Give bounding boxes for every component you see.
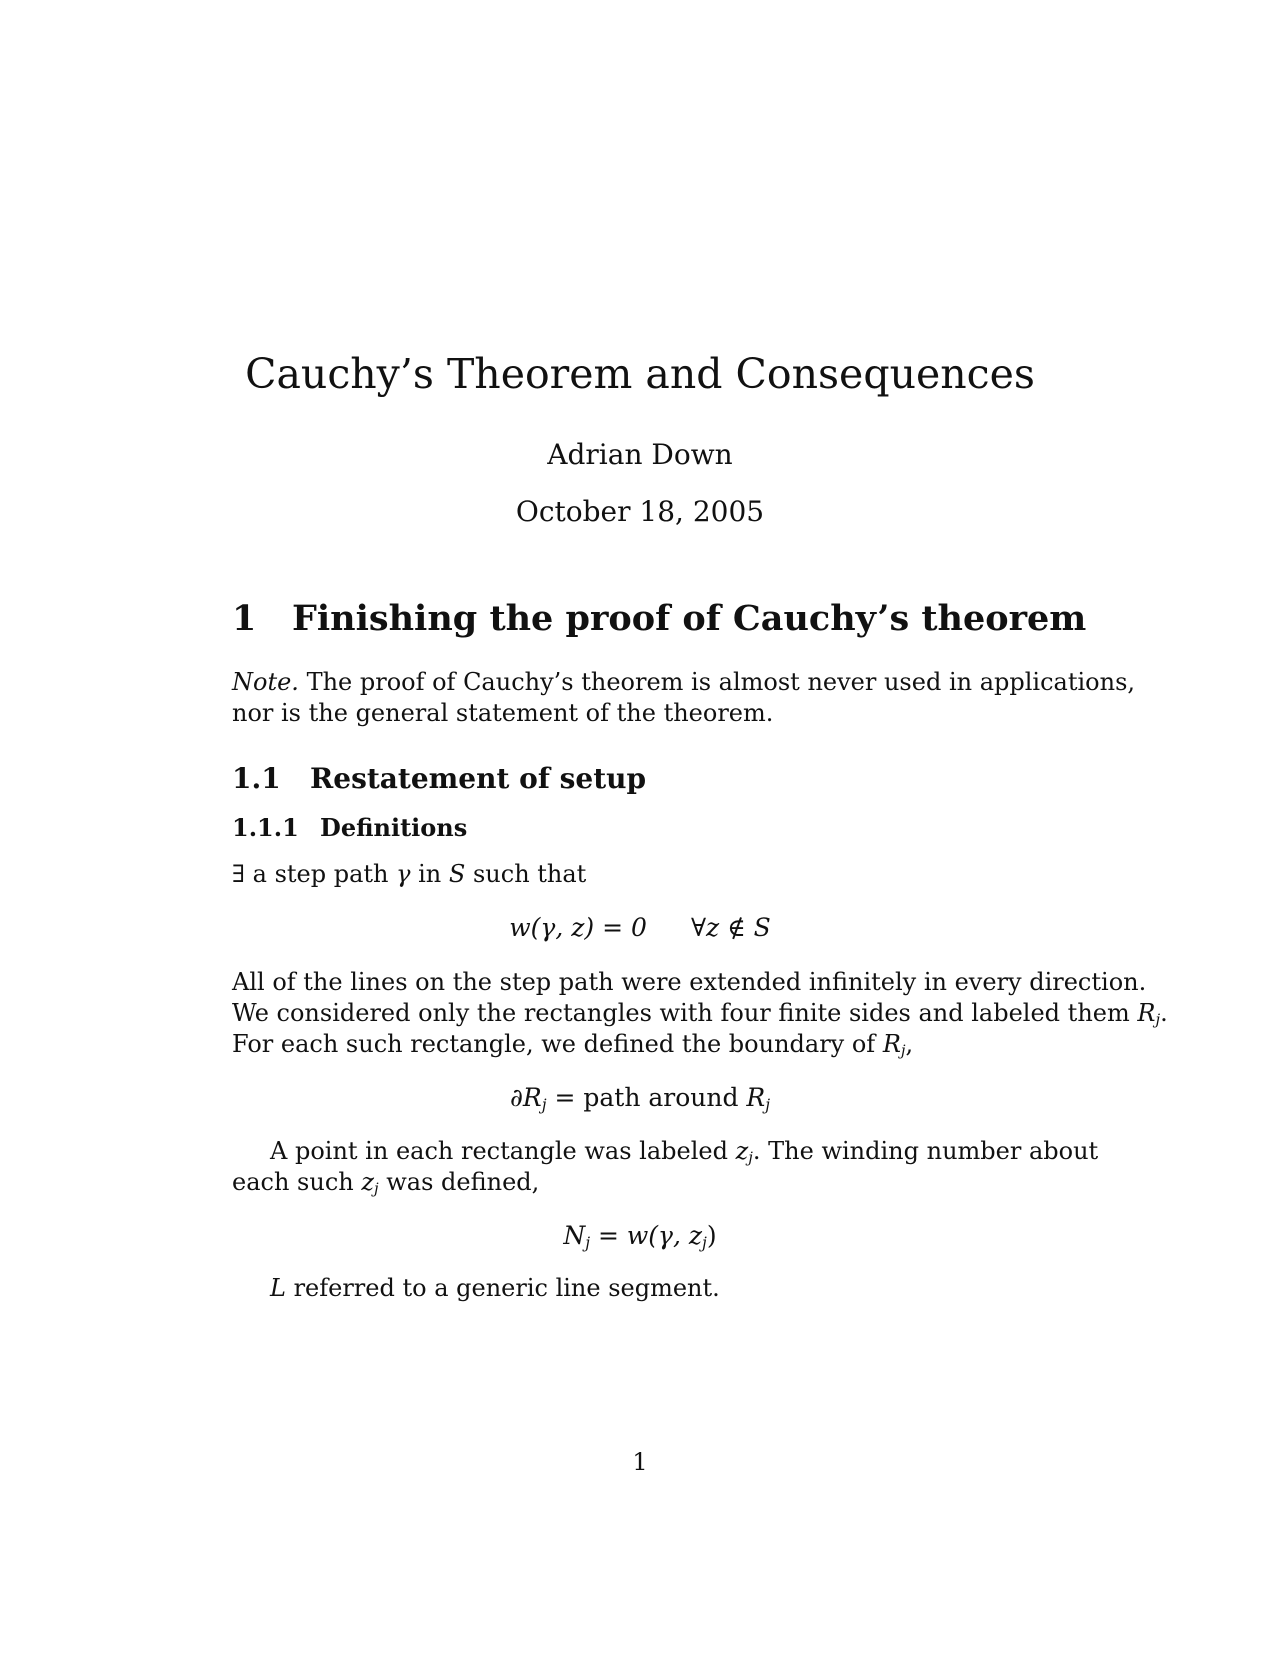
paper-title: Cauchy’s Theorem and Consequences	[245, 350, 1035, 398]
section-title: Finishing the proof of Cauchy’s theorem	[292, 598, 1087, 639]
subsection-number: 1.1	[232, 762, 281, 795]
p2-line-3-end: ,	[905, 1030, 914, 1058]
eq3-rest: = w(γ, z	[590, 1221, 703, 1250]
p2-line-2-end: .	[1160, 999, 1168, 1027]
subsubsection-title: Definitions	[320, 813, 468, 842]
eq3-z-subscript: j	[702, 1233, 707, 1252]
p2-r-subscript: j	[1155, 1010, 1161, 1029]
subsubsection-number: 1.1.1	[232, 813, 299, 842]
eq1-lhs: w(γ, z) = 0	[509, 913, 647, 942]
p3-z-2-subscript: j	[374, 1179, 379, 1198]
p1-text-3: such that	[465, 860, 587, 888]
paragraph-line-segment	[232, 1273, 1085, 1304]
p4-l: L	[270, 1274, 286, 1302]
subsection-heading	[232, 762, 646, 795]
p3-z-subscript: j	[748, 1148, 753, 1167]
section-heading	[232, 598, 1086, 639]
paragraph-winding-number	[232, 1136, 1099, 1198]
p1-text-1: ∃ a step path	[232, 860, 397, 888]
equation-boundary	[0, 1083, 1280, 1112]
subsection-title: Restatement of setup	[310, 762, 647, 795]
subsubsection-heading	[232, 813, 467, 842]
eq2-equals: =	[546, 1083, 584, 1112]
note-line-2: nor is the general statement of the theorem.	[232, 699, 774, 727]
paragraph-rectangles	[232, 967, 1168, 1060]
author-name: Adrian Down	[547, 438, 733, 471]
p3-line-2-end: was defined,	[378, 1168, 540, 1196]
p2-line-1: All of the lines on the step path were extended infinitely in every direction.	[232, 968, 1147, 996]
p4-text: referred to a generic line segment.	[285, 1274, 720, 1302]
equation-winding-zero	[0, 913, 1280, 942]
note-label: Note.	[232, 668, 299, 696]
eq1-rhs: ∀z ∉ S	[690, 913, 771, 942]
eq2-r: R	[746, 1083, 766, 1112]
p1-set-s: S	[448, 860, 466, 888]
p2-line-3: For each such rectangle, we defined the boundary of	[232, 1030, 883, 1058]
eq2-rhs-subscript: j	[765, 1095, 771, 1114]
p3-z-2: z	[361, 1168, 374, 1196]
p2-r-2-subscript: j	[900, 1041, 906, 1060]
p3-line-1: A point in each rectangle was labeled	[270, 1137, 736, 1165]
note-line-1: The proof of Cauchy’s theorem is almost never used in applications,	[298, 668, 1136, 696]
eq2-lhs-subscript: j	[541, 1095, 547, 1114]
p2-line-2: We considered only the rectangles with four finite sides and labeled them	[232, 999, 1138, 1027]
eq3-n: N	[563, 1221, 586, 1250]
p3-z: z	[735, 1137, 749, 1165]
eq3-close: )	[706, 1221, 717, 1250]
p2-r: R	[1137, 999, 1156, 1027]
p3-line-1-end: . The winding number about	[752, 1137, 1099, 1165]
p2-r-2: R	[882, 1030, 901, 1058]
paragraph-step-path	[232, 859, 1047, 890]
note-paragraph	[232, 667, 1136, 729]
p1-gamma: γ	[396, 860, 411, 888]
eq3-n-subscript: j	[585, 1233, 591, 1252]
section-number: 1	[232, 598, 257, 639]
eq2-partial-r: ∂R	[509, 1083, 542, 1112]
page-number: 1	[632, 1448, 648, 1476]
p3-line-2: each such	[232, 1168, 362, 1196]
paper-date: October 18, 2005	[515, 495, 765, 528]
eq2-text: path around	[583, 1083, 747, 1112]
equation-n-j	[0, 1221, 1280, 1250]
p1-text-2: in	[410, 860, 449, 888]
